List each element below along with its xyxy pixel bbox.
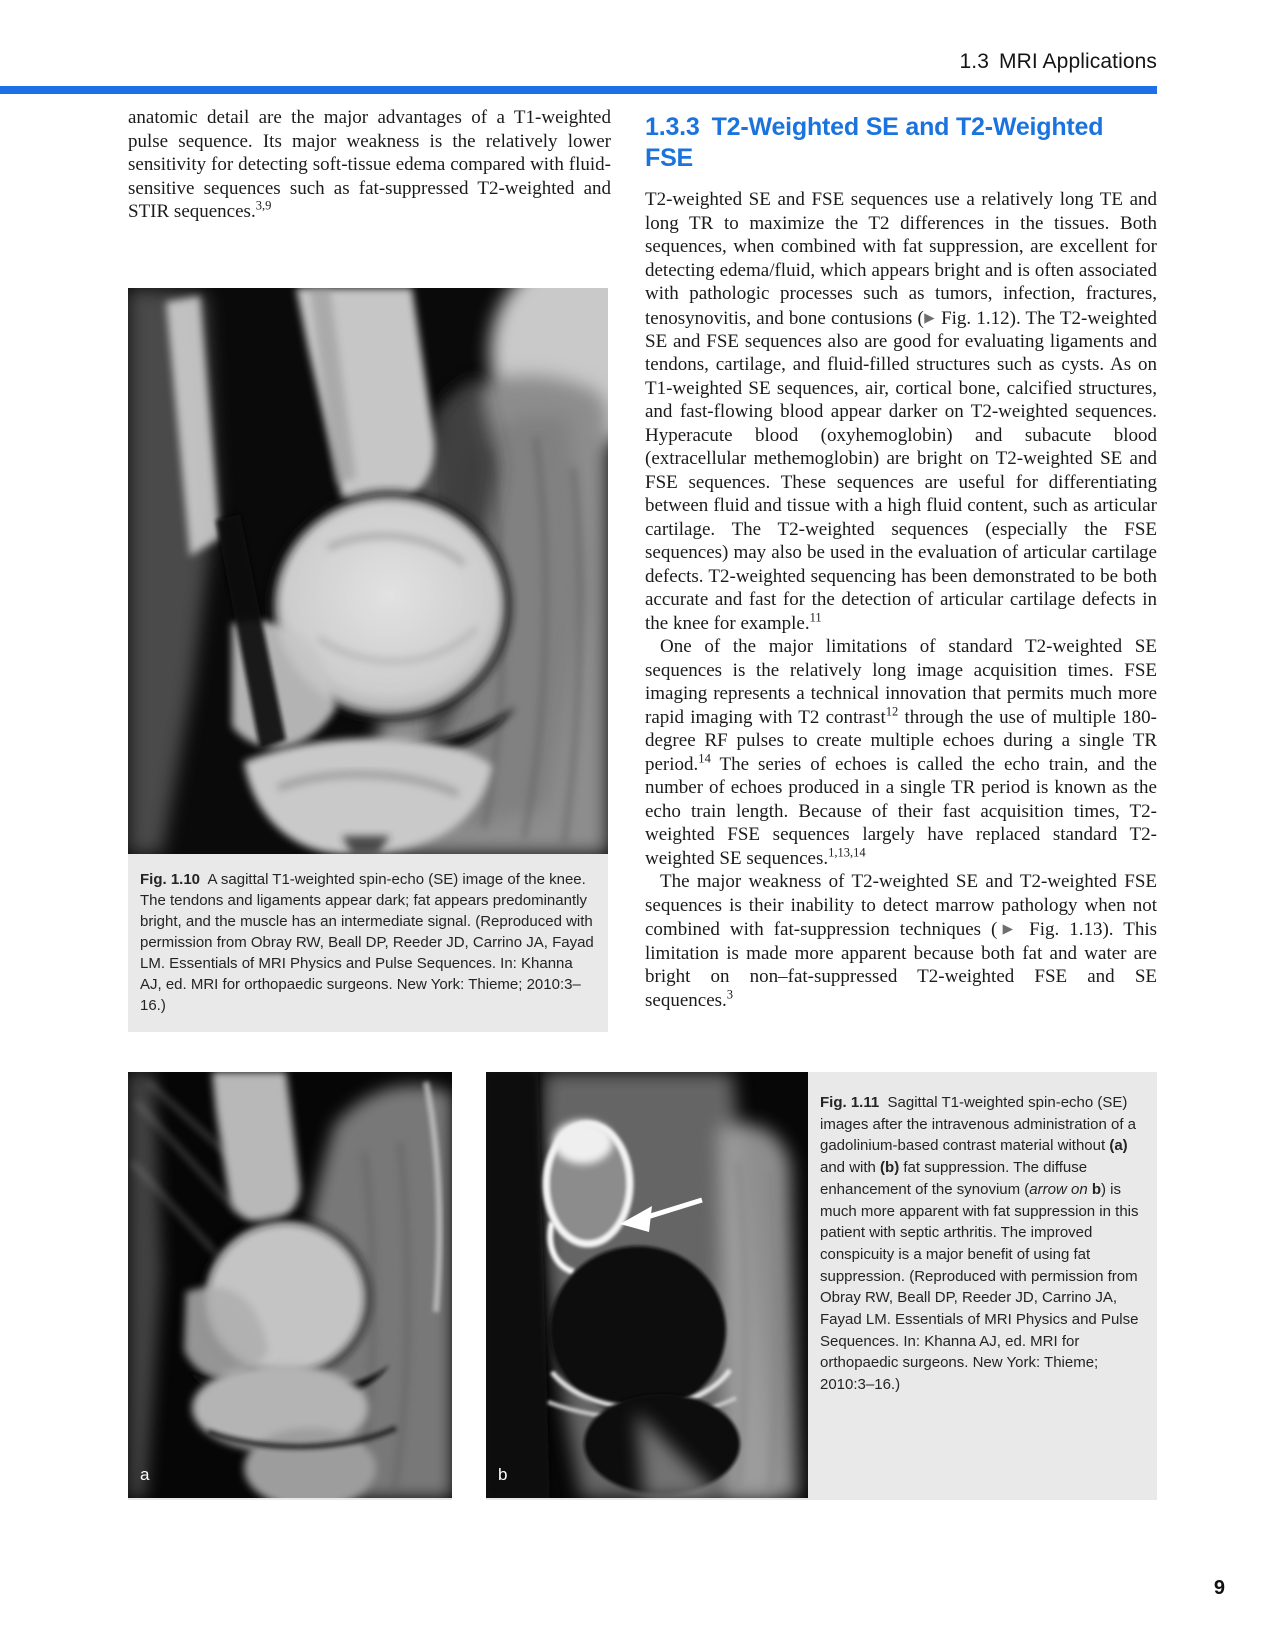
right-column <box>645 106 1157 1012</box>
left-column <box>128 106 611 224</box>
image-label-a: a <box>140 1465 150 1484</box>
paragraph: One of the major limitations of standard T2-weighted SE sequences is the relatively long image acquisition times. FSE imaging represents a technical innovation that permits much more rapid imaging with T2 contrast$^{12}$ through the use of multiple 180-degree RF pulses to create multiple echoes during a single TR period.$^{14}$ The series of echoes is called the echo train, and the number of echoes produced in a single TR period is known as the echo train length. Because of their fast acquisition times, T2-weighted FSE sequences largely have replaced standard T2-weighted SE sequences.$^{1,13,14}$ <box>645 636 1157 869</box>
figure-1-11 <box>128 1072 1157 1500</box>
paragraph: The major weakness of T2-weighted SE and T2-weighted FSE sequences is their inability to detect marrow pathology when not combined with fat-suppression techniques (▶ Fig. 1.13). This limitation is made more apparent because both fat and water are bright on non–fat-suppressed T2-weighted FSE and SE sequences.$^3$ <box>645 871 1157 1011</box>
running-head-section-title: MRI Applications <box>998 50 1157 73</box>
triangle-marker-icon: ▶ <box>997 921 1019 937</box>
running-head <box>0 50 1157 74</box>
figure-1-10-caption: Fig. 1.10 A sagittal T1-weighted spin-echo (SE) image of the knee. The tendons and ligaments appear dark; fat appears predominantly bright, and the muscle has an intermediate signal. (Reproduced with permission from Obray RW, Beall DP, Reeder JD, Carrino JA, Fayad LM. Essentials of MRI Physics and Pulse Sequences. In: Khanna AJ, ed. MRI for orthopaedic surgeons. New York: Thieme; 2010:3–16.) <box>128 854 608 1032</box>
running-head-section-number: 1.3 <box>959 50 989 73</box>
triangle-marker-icon: ▶ <box>923 309 935 325</box>
figure-1-11-caption: Fig. 1.11 Sagittal T1-weighted spin-echo (SE) images after the intravenous administration of a gadolinium-based contrast material without (a) and with (b) fat suppression. The diffuse enhancement of the synovium (arrow on b) is much more apparent with fat suppression in this patient with septic arthritis. The improved conspicuity is a major benefit of using fat suppression. (Reproduced with permission from Obray RW, Beall DP, Reeder JD, Carrino JA, Fayad LM. Essentials of MRI Physics and Pulse Sequences. In: Khanna AJ, ed. MRI for orthopaedic surgeons. New York: Thieme; 2010:3–16.) <box>820 1094 1139 1394</box>
mri-image-knee-sagittal-t1 <box>128 288 608 854</box>
header-rule <box>0 86 1157 94</box>
figure-gap <box>452 1072 486 1500</box>
mri-image-a-knee-post-contrast <box>128 1072 452 1498</box>
page-number: 9 <box>1213 1577 1225 1599</box>
section-heading-number: 1.3.3 <box>645 113 700 141</box>
section-heading <box>645 112 1157 174</box>
image-label-b: b <box>498 1465 508 1484</box>
section-heading-title: T2-Weighted SE and T2-Weighted FSE <box>645 113 1104 172</box>
paragraph: T2-weighted SE and FSE sequences use a relatively long TE and long TR to maximize the T2 differences in the tissues. Both sequences, when combined with fat suppression, are excellent for detecting edema/fluid, which appears bright and is often associated with pathologic processes such as tumors, infection, fractures, tenosynovitis, and bone contusions (▶ Fig. 1.12). The T2-weighted SE and FSE sequences also are good for evaluating ligaments and tendons, cartilage, and fluid-filled structures such as cysts. As on T1-weighted SE sequences, air, cortical bone, calcified structures, and fast-flowing blood appear darker on T2-weighted sequences. Hyperacute blood (oxyhemoglobin) and subacute blood (extracellular methemoglobin) are bright on T2-weighted SE and FSE sequences. These sequences are useful for differentiating between fluid and tissue with a high fluid content, such as articular cartilage. The T2-weighted sequences (especially the FSE sequences) may also be used in the evaluation of articular cartilage defects. T2-weighted sequencing has been demonstrated to be both accurate and fast for the detection of articular cartilage defects in the knee for example.$^{11}$ <box>645 189 1157 634</box>
figure-1-10 <box>128 288 608 1032</box>
mri-image-b-knee-fat-suppressed <box>486 1072 808 1498</box>
intro-paragraph: anatomic detail are the major advantages of a T1-weighted pulse sequence. Its major weakness is the relatively lower sensitivity for detecting soft-tissue edema compared with fluid-sensitive sequences such as fat-suppressed T2-weighted and STIR sequences.$^{3,9}$ <box>128 107 611 222</box>
